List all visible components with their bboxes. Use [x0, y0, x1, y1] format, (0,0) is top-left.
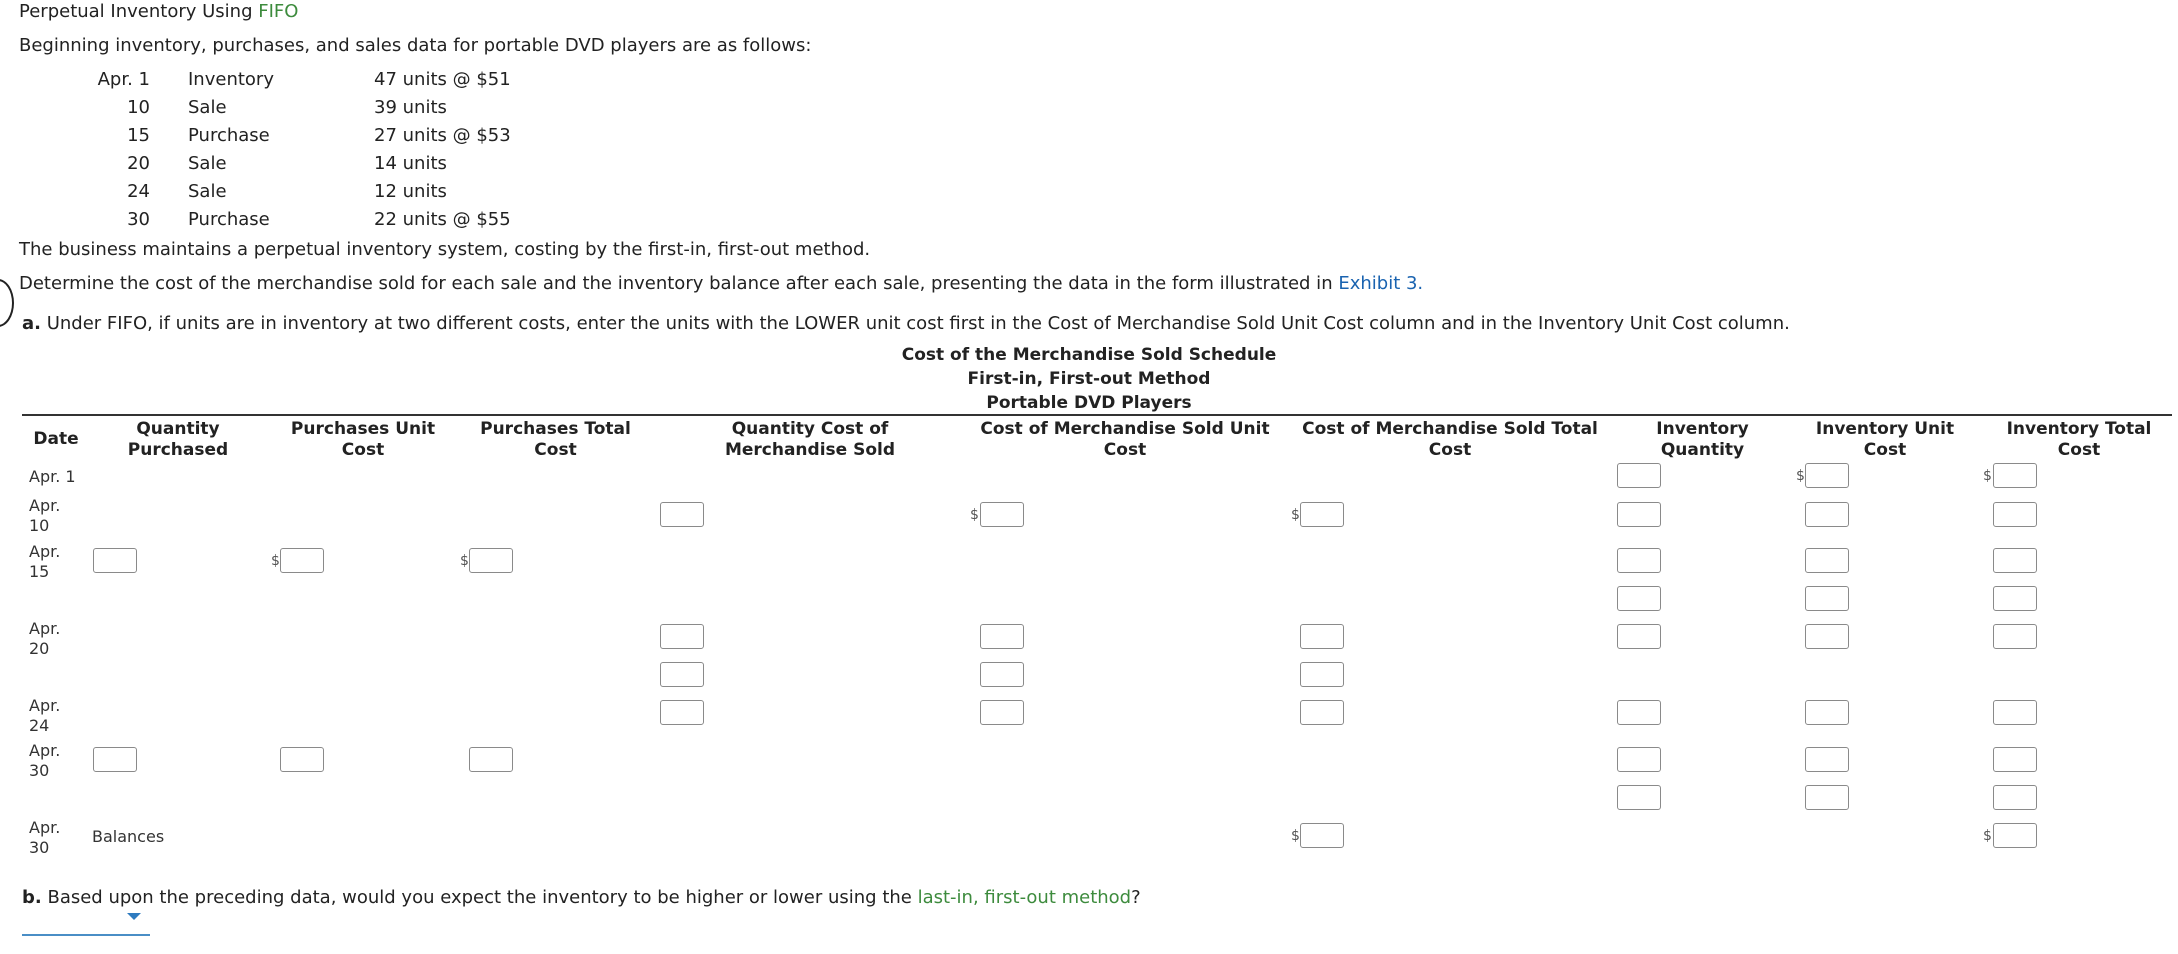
qty-purchased-apr15-input[interactable] — [93, 548, 137, 573]
cms-total-balance-input[interactable] — [1300, 823, 1344, 848]
transaction-detail: 12 units — [374, 180, 447, 202]
inv-total-cost-apr15-input-1[interactable] — [1993, 548, 2037, 573]
transaction-date: 15 — [127, 124, 150, 146]
part-a-instruction — [22, 313, 1790, 334]
cms-total-cost-apr20-input-1[interactable] — [1300, 624, 1344, 649]
inv-unit-cost-apr10-input[interactable] — [1805, 502, 1849, 527]
cms-total-cost-apr10-input[interactable] — [1300, 502, 1344, 527]
schedule-title-3: Portable DVD Players — [986, 393, 1192, 413]
inv-qty-apr15-input-1[interactable] — [1617, 548, 1661, 573]
transaction-type: Inventory — [188, 68, 274, 90]
qty-purchased-apr30-input[interactable] — [93, 747, 137, 772]
dollar-sign: $ — [460, 553, 469, 569]
part-b-text: Based upon the preceding data, would you expect the inventory to be higher or lower using the — [47, 887, 918, 908]
inv-unit-cost-apr1-input[interactable] — [1805, 463, 1849, 488]
inv-unit-cost-apr30-input-1[interactable] — [1805, 747, 1849, 772]
row-date-apr-30-balances: Apr. 30 — [29, 818, 61, 857]
row-date-apr-15: Apr. 15 — [29, 542, 61, 581]
transactions-table — [94, 65, 511, 233]
chevron-down-icon[interactable] — [127, 913, 141, 920]
inv-qty-apr1-input[interactable] — [1617, 463, 1661, 488]
schedule-title-2: First-in, First-out Method — [967, 369, 1211, 389]
col-header-inv-qty: Inventory Quantity — [1656, 419, 1749, 460]
dollar-sign: $ — [1291, 828, 1300, 844]
purch-total-cost-apr15-input[interactable] — [469, 548, 513, 573]
transaction-type: Sale — [188, 152, 227, 174]
determine-text — [19, 273, 1423, 294]
schedule-title-1: Cost of the Merchandise Sold Schedule — [901, 345, 1277, 365]
inv-total-cost-apr15-input-2[interactable] — [1993, 586, 2037, 611]
purch-unit-cost-apr15-input[interactable] — [280, 548, 324, 573]
lifo-link[interactable]: last-in, first-out method — [917, 887, 1132, 908]
cms-unit-cost-apr24-input[interactable] — [980, 700, 1024, 725]
inv-unit-cost-apr15-input-2[interactable] — [1805, 586, 1849, 611]
row-date-apr-20: Apr. 20 — [29, 619, 61, 658]
problem-title — [19, 1, 298, 22]
transaction-type: Purchase — [188, 124, 270, 146]
cms-total-cost-apr20-input-2[interactable] — [1300, 662, 1344, 687]
schedule-top-rule — [22, 414, 2172, 416]
inv-total-cost-apr10-input[interactable] — [1993, 502, 2037, 527]
inv-total-balance-input[interactable] — [1993, 823, 2037, 848]
qty-cms-apr20-input-1[interactable] — [660, 624, 704, 649]
transaction-row — [94, 121, 511, 149]
determine-body: Determine the cost of the merchandise sold for each sale and the inventory balance after each sale, presenting the data in the form illustrated in — [19, 273, 1339, 294]
transaction-type: Sale — [188, 180, 227, 202]
part-a-text: Under FIFO, if units are in inventory at two different costs, enter the units with the LOWER unit cost first in the Cost of Merchandise Sold Unit Cost column and in the Inventory Unit Cost column. — [46, 313, 1790, 334]
cms-unit-cost-apr10-input[interactable] — [980, 502, 1024, 527]
system-text: The business maintains a perpetual inventory system, costing by the first-in, first-out method. — [19, 239, 871, 260]
part-b-suffix: ? — [1131, 887, 1141, 908]
col-header-qty-cms: Quantity Cost of Merchandise Sold — [724, 419, 896, 460]
purch-total-cost-apr30-input[interactable] — [469, 747, 513, 772]
col-header-inv-unit-cost: Inventory Unit Cost — [1815, 419, 1955, 460]
inv-total-cost-apr1-input[interactable] — [1993, 463, 2037, 488]
qty-cms-apr10-input[interactable] — [660, 502, 704, 527]
inv-qty-apr10-input[interactable] — [1617, 502, 1661, 527]
inv-qty-apr30-input-2[interactable] — [1617, 785, 1661, 810]
col-header-inv-total-cost: Inventory Total Cost — [2006, 419, 2152, 460]
transaction-date: 24 — [127, 180, 150, 202]
inv-total-cost-apr30-input-1[interactable] — [1993, 747, 2037, 772]
inv-total-cost-apr24-input[interactable] — [1993, 700, 2037, 725]
dollar-sign: $ — [271, 553, 280, 569]
inv-qty-apr30-input-1[interactable] — [1617, 747, 1661, 772]
col-header-qty-purchased: Quantity Purchased — [127, 419, 229, 460]
transaction-detail: 47 units @ $51 — [374, 68, 511, 90]
intro-text: Beginning inventory, purchases, and sales data for portable DVD players are as follows: — [19, 35, 812, 56]
inv-total-cost-apr30-input-2[interactable] — [1993, 785, 2037, 810]
inv-qty-apr24-input[interactable] — [1617, 700, 1661, 725]
inv-unit-cost-apr15-input-1[interactable] — [1805, 548, 1849, 573]
transaction-date: 30 — [127, 208, 150, 230]
qty-cms-apr20-input-2[interactable] — [660, 662, 704, 687]
part-a-label: a. — [22, 313, 41, 334]
inv-qty-apr15-input-2[interactable] — [1617, 586, 1661, 611]
col-header-date: Date — [33, 429, 79, 449]
inv-qty-apr20-input[interactable] — [1617, 624, 1661, 649]
exhibit-link[interactable]: Exhibit 3. — [1338, 273, 1424, 294]
transaction-detail: 14 units — [374, 152, 447, 174]
inv-total-cost-apr20-input[interactable] — [1993, 624, 2037, 649]
inv-unit-cost-apr30-input-2[interactable] — [1805, 785, 1849, 810]
dollar-sign: $ — [1983, 828, 1992, 844]
row-date-apr-10: Apr. 10 — [29, 496, 61, 535]
dollar-sign: $ — [1291, 507, 1300, 523]
col-header-purch-total-cost: Purchases Total Cost — [480, 419, 631, 460]
qty-cms-apr24-input[interactable] — [660, 700, 704, 725]
row-date-apr-1: Apr. 1 — [29, 467, 76, 486]
cms-unit-cost-apr20-input-2[interactable] — [980, 662, 1024, 687]
transaction-type: Sale — [188, 96, 227, 118]
part-b-label: b. — [22, 887, 42, 908]
dollar-sign: $ — [1983, 468, 1992, 484]
circle-marker — [0, 279, 14, 327]
transaction-row — [94, 205, 511, 233]
transaction-detail: 22 units @ $55 — [374, 208, 511, 230]
transaction-type: Purchase — [188, 208, 270, 230]
inv-unit-cost-apr24-input[interactable] — [1805, 700, 1849, 725]
balances-label: Balances — [92, 827, 165, 846]
transaction-row — [94, 149, 511, 177]
transaction-detail: 39 units — [374, 96, 447, 118]
dollar-sign: $ — [1796, 468, 1805, 484]
col-header-purch-unit-cost: Purchases Unit Cost — [290, 419, 436, 460]
transaction-date: 10 — [127, 96, 150, 118]
cms-unit-cost-apr20-input-1[interactable] — [980, 624, 1024, 649]
transaction-row — [94, 65, 511, 93]
dollar-sign: $ — [970, 507, 979, 523]
row-date-apr-30: Apr. 30 — [29, 741, 61, 780]
fifo-link[interactable]: FIFO — [258, 1, 299, 22]
part-b-question — [22, 887, 1141, 908]
transaction-detail: 27 units @ $53 — [374, 124, 511, 146]
transaction-date: Apr. 1 — [97, 68, 150, 90]
title-text: Perpetual Inventory Using — [19, 1, 259, 22]
col-header-cms-unit-cost: Cost of Merchandise Sold Unit Cost — [980, 419, 1270, 460]
transaction-row — [94, 93, 511, 121]
transaction-date: 20 — [127, 152, 150, 174]
purch-unit-cost-apr30-input[interactable] — [280, 747, 324, 772]
row-date-apr-24: Apr. 24 — [29, 696, 61, 735]
transaction-row — [94, 177, 511, 205]
cms-total-cost-apr24-input[interactable] — [1300, 700, 1344, 725]
col-header-cms-total-cost: Cost of Merchandise Sold Total Cost — [1302, 419, 1598, 460]
inv-unit-cost-apr20-input[interactable] — [1805, 624, 1849, 649]
